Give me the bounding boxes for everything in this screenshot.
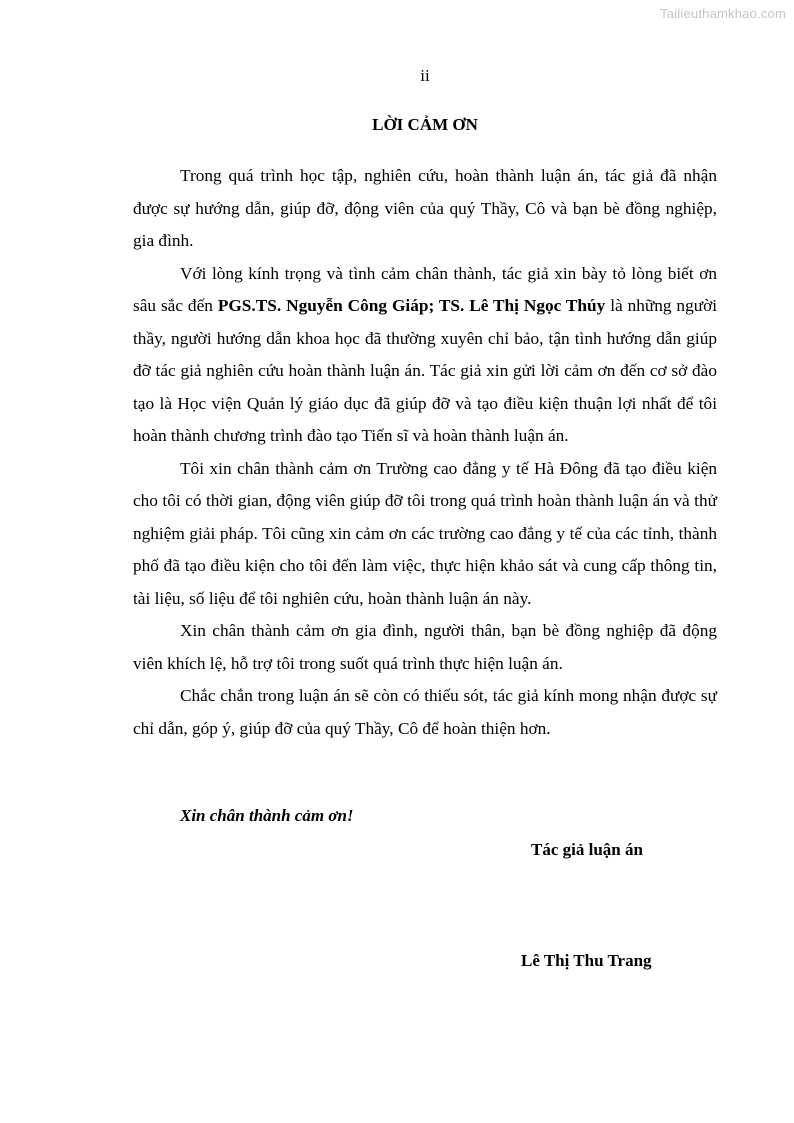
acknowledgement-body <box>133 160 717 745</box>
paragraph-2 <box>133 258 717 453</box>
paragraph-1: Trong quá trình học tập, nghiên cứu, hoàn thành luận án, tác giả đã nhận được sự hướng dẫn, giúp đỡ, động viên của quý Thầy, Cô và bạn bè đồng nghiệp, gia đình. <box>133 166 717 250</box>
paragraph-3: Tôi xin chân thành cảm ơn Trường cao đẳng y tế Hà Đông đã tạo điều kiện cho tôi có thời gian, động viên giúp đỡ tôi trong quá trình hoàn thành luận án và thử nghiệm giải pháp. Tôi cũng xin cảm ơn các trường cao đẳng y tế của các tỉnh, thành phố đã tạo điều kiện cho tôi đến làm việc, thực hiện khảo sát và cung cấp thông tin, tài liệu, số liệu để tôi nghiên cứu, hoàn thành luận án này. <box>133 458 717 608</box>
page-title: LỜI CẢM ƠN <box>372 115 478 134</box>
paragraph-2-text-end: là những người thầy, người hướng dẫn khoa học đã thường xuyên chỉ bảo, tận tình hướng dẫn giúp đỡ tác giả nghiên cứu hoàn thành luận án. Tác giả xin gửi lời cảm ơn đến cơ sở đào tạo là Học viện Quản lý giáo dục đã giúp đỡ và tạo điều kiện thuận lợi nhất để tôi hoàn thành chương trình đào tạo Tiến sĩ và hoàn thành luận án. <box>133 296 718 445</box>
paragraph-2-text-start: Với lòng kính trọng và tình cảm chân thành, tác giả xin bày tỏ lòng biết ơn sâu sắc đến <box>133 263 717 315</box>
advisors-names: PGS.TS. Nguyễn Công Giáp; TS. Lê Thị Ngọc Thúy <box>217 296 606 315</box>
closing-line: Xin chân thành cảm ơn! <box>180 806 354 825</box>
paragraph-4: Xin chân thành cảm ơn gia đình, người thân, bạn bè đồng nghiệp đã động viên khích lệ, hỗ trợ tôi trong suốt quá trình thực hiện luận án. <box>133 621 717 673</box>
watermark-text: Tailieuthamkhao.com <box>660 6 786 21</box>
author-name: Lê Thị Thu Trang <box>521 951 652 970</box>
page-number: ii <box>420 66 430 85</box>
author-label: Tác giả luận án <box>531 840 643 859</box>
paragraph-5: Chắc chắn trong luận án sẽ còn có thiếu sót, tác giả kính mong nhận được sự chỉ dẫn, góp ý, giúp đỡ của quý Thầy, Cô để hoàn thiện hơn. <box>133 686 717 738</box>
